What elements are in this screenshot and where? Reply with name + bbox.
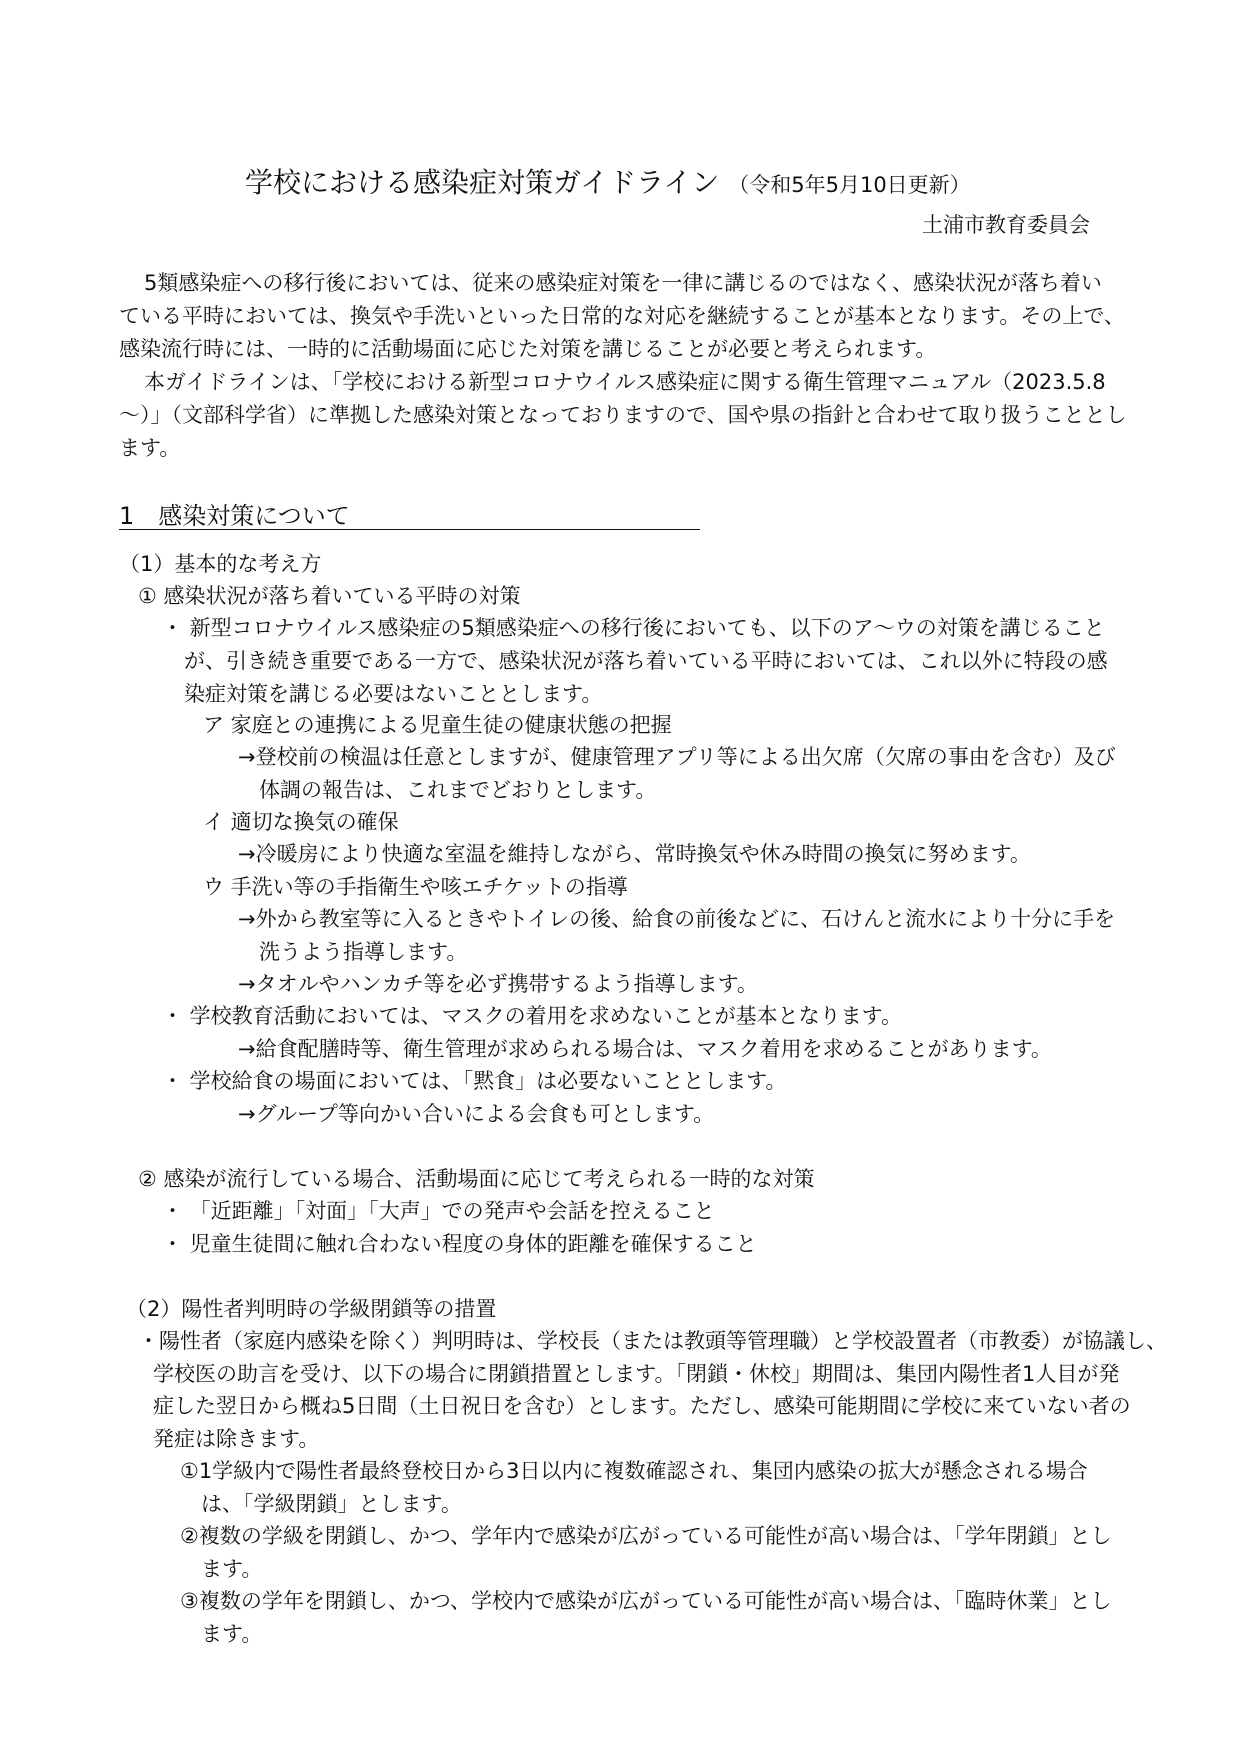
closure-1-line-1: ①1学級内で陽性者最終登校日から3日以内に複数確認され、集団内感染の拡大が懸念される場合 [180, 1459, 1088, 1483]
closure-2-line-2: ます。 [201, 1557, 263, 1581]
issuer: 土浦市教育委員会 [922, 213, 1090, 237]
subsection-2-line-1: ・陽性者（家庭内感染を除く）判明時は、学校長（または教頭等管理職）と学校設置者（市教委）が協議し、 [138, 1329, 1167, 1353]
intro-line-1: 5類感染症への移行後においては、従来の感染症対策を一律に講じるのではなく、感染状況が落ち着い [144, 271, 1102, 295]
closure-2-line-1: ②複数の学級を閉鎖し、かつ、学年内で感染が広がっている可能性が高い場合は、「学年閉鎖」とし [180, 1524, 1112, 1548]
measure-a-heading: ア 家庭との連携による児童生徒の健康状態の把握 [203, 713, 672, 737]
measure-a-detail-2: 体調の報告は、これまでどおりとします。 [259, 778, 657, 802]
item-1-bullet-2-detail: →給食配膳時等、衛生管理が求められる場合は、マスク着用を求めることがあります。 [238, 1037, 1052, 1061]
item-2-bullet-1: ・ 「近距離」「対面」「大声」での発声や会話を控えること [162, 1199, 715, 1223]
item-2-heading: ② 感染が流行している場合、活動場面に応じて考えられる一時的な対策 [138, 1167, 815, 1191]
closure-3-line-2: ます。 [201, 1622, 263, 1646]
measure-u-detail-1: →外から教室等に入るときやトイレの後、給食の前後などに、石けんと流水により十分に手を [238, 907, 1116, 931]
title-text: 学校における感染症対策ガイドライン [245, 166, 720, 199]
subsection-2-line-4: 発症は除きます。 [153, 1427, 320, 1451]
subsection-2-heading: （2）陽性者判明時の学級閉鎖等の措置 [126, 1297, 497, 1321]
section-1-underline [119, 529, 700, 530]
subsection-2-line-2: 学校医の助言を受け、以下の場合に閉鎖措置とします。「閉鎖・休校」期間は、集団内陽性者1人目が発 [153, 1362, 1120, 1386]
intro-line-3: 感染流行時には、一時的に活動場面に応じた対策を講じることが必要と考えられます。 [119, 337, 937, 361]
measure-u-detail-3: →タオルやハンカチ等を必ず携帯するよう指導します。 [238, 972, 758, 996]
item-1-bullet-1-line-3: 染症対策を講じる必要はないこととします。 [184, 682, 603, 706]
item-1-bullet-1-line-2: が、引き続き重要である一方で、感染状況が落ち着いている平時においては、これ以外に特段の感 [184, 649, 1108, 673]
measure-a-detail-1: →登校前の検温は任意としますが、健康管理アプリ等による出欠席（欠席の事由を含む）及び [238, 745, 1116, 769]
title-date: （令和5年5月10日更新） [728, 173, 971, 197]
section-1-heading: 1 感染対策について [119, 502, 350, 530]
measure-i-heading: イ 適切な換気の確保 [203, 810, 399, 834]
subsection-1-heading: （1）基本的な考え方 [119, 552, 322, 576]
measure-u-heading: ウ 手洗い等の手指衛生や咳エチケットの指導 [203, 875, 628, 899]
closure-3-line-1: ③複数の学年を閉鎖し、かつ、学校内で感染が広がっている可能性が高い場合は、「臨時休業」とし [180, 1589, 1112, 1613]
item-2-bullet-2: ・ 児童生徒間に触れ合わない程度の身体的距離を確保すること [162, 1232, 757, 1256]
intro-line-5: ～）」（文部科学省）に準拠した感染対策となっておりますので、国や県の指針と合わせて取り扱うこととし [119, 403, 1127, 427]
intro-line-2: ている平時においては、換気や手洗いといった日常的な対応を継続することが基本となります。その上で、 [119, 304, 1125, 328]
item-1-bullet-3-detail: →グループ等向かい合いによる会食も可とします。 [238, 1102, 715, 1126]
page-title [245, 165, 971, 203]
item-1-bullet-3: ・ 学校給食の場面においては、「黙食」は必要ないこととします。 [162, 1069, 787, 1093]
item-1-heading: ① 感染状況が落ち着いている平時の対策 [138, 584, 521, 608]
measure-u-detail-2: 洗うよう指導します。 [259, 940, 468, 964]
subsection-2-line-3: 症した翌日から概ね5日間（土日祝日を含む）とします。ただし、感染可能期間に学校に来ていない者の [153, 1394, 1131, 1418]
item-1-bullet-2: ・ 学校教育活動においては、マスクの着用を求めないことが基本となります。 [162, 1004, 902, 1028]
intro-line-6: ます。 [119, 436, 181, 460]
measure-i-detail: →冷暖房により快適な室温を維持しながら、常時換気や休み時間の換気に努めます。 [238, 842, 1031, 866]
item-1-bullet-1-line-1: ・ 新型コロナウイルス感染症の5類感染症への移行後においても、以下のア～ウの対策を講じること [162, 616, 1105, 640]
closure-1-line-2: は、「学級閉鎖」とします。 [201, 1492, 462, 1516]
intro-line-4: 本ガイドラインは、「学校における新型コロナウイルス感染症に関する衛生管理マニュアル（2023.5.8 [144, 370, 1106, 394]
